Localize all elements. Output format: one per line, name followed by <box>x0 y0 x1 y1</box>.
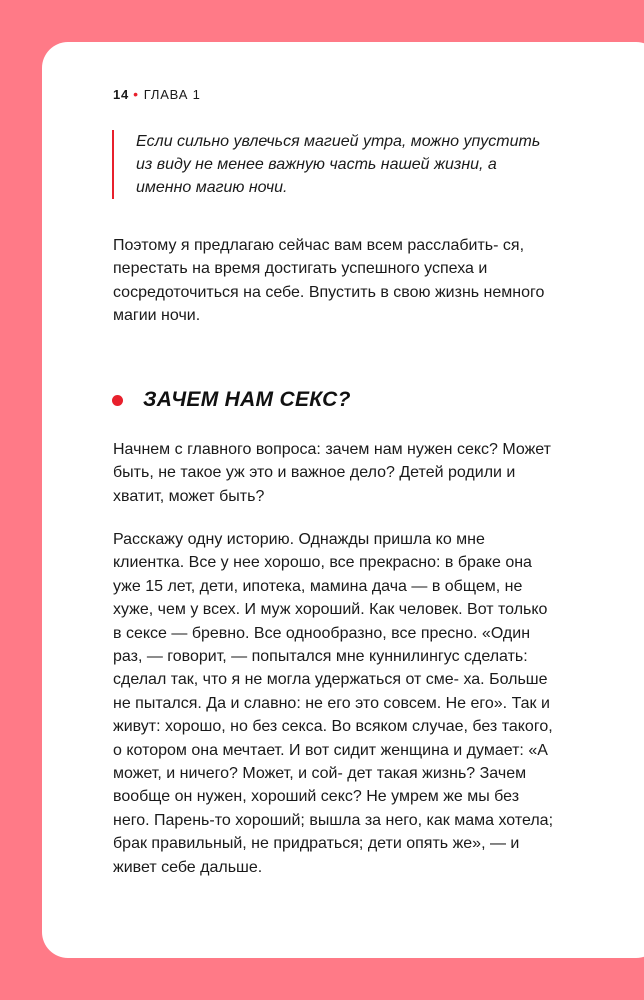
heading-bullet-icon <box>112 395 123 406</box>
section-heading <box>112 388 351 412</box>
chapter-label: ГЛАВА 1 <box>143 86 201 102</box>
page-number: 14 <box>113 86 130 102</box>
paragraph-story: Расскажу одну историю. Однажды пришла ко мне клиентка. Все у нее хорошо, все прекрасно: в браке она уже 15 лет, дети, ипотека, мамина дача — в общем, не хуже, чем у всех. И муж хороший. Как человек. Вот только в сексе — бревно. Все однообразно, все пресно. «Один раз, — говорит, — попытался мне куннилингус сделать: сделал так, что я не могла удержаться от сме- ха. Больше не пытался. Да и славно: не его это совсем. Не его». Так и живут: хорошо, но без секса. Во всяком случае, без такого, о котором она мечтает. И вот сидит женщина и думает: «А может, и ничего? Может, и сой- дет такая жизнь? Зачем вообще он нужен, хороший секс? Не умрем же мы без него. Парень-то хороший; вышла за него, как мама хотела; брак правильный, не придраться; дети опять же», — и живет себе дальше. <box>113 531 554 876</box>
paragraph-intro: Поэтому я предлагаю сейчас вам всем расслабить- ся, перестать на время достигать успешного успеха и сосредоточиться на себе. Впустить в свою жизнь немного магии ночи. <box>113 237 545 325</box>
book-page <box>42 42 644 958</box>
section-title: ЗАЧЕМ НАМ СЕКС? <box>143 388 351 411</box>
pull-quote <box>112 130 556 199</box>
paragraph-question: Начнем с главного вопроса: зачем нам нужен секс? Может быть, не такое уж это и важное дело? Детей родили и хватит, может быть? <box>113 441 551 505</box>
pull-quote-text: Если сильно увлечься магией утра, можно упустить из виду не менее важную часть нашей жизни, а именно магию ночи. <box>136 133 541 196</box>
page-header <box>113 86 201 102</box>
header-bullet: • <box>133 86 139 102</box>
